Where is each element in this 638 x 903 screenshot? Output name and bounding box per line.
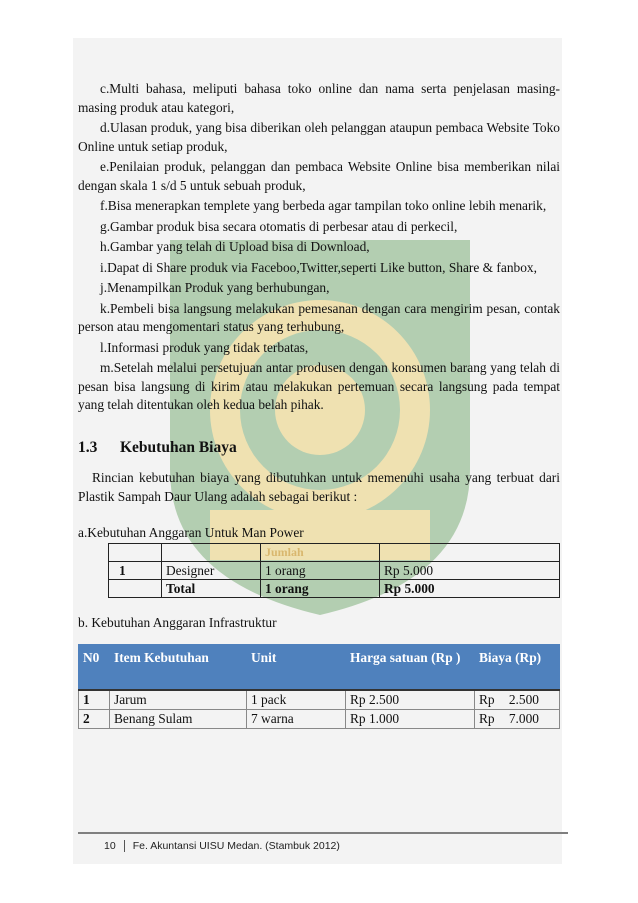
list-paragraph: d.Ulasan produk, yang bisa diberikan oleh pelanggan ataupun pembaca Website Toko Online untuk setiap produk, bbox=[78, 120, 560, 154]
infrastructure-table bbox=[78, 644, 560, 729]
row-role: Designer bbox=[162, 561, 261, 579]
row-number: 1 bbox=[79, 690, 110, 710]
list-paragraph: h.Gambar yang telah di Upload bisa di Download, bbox=[100, 239, 370, 254]
row-item: Jarum bbox=[110, 690, 247, 710]
total-cost: Rp 5.000 bbox=[380, 579, 560, 597]
document-body bbox=[78, 80, 560, 729]
ghost-header: Jumlah bbox=[261, 543, 380, 561]
row-number: 1 bbox=[109, 561, 162, 579]
list-paragraph: g.Gambar produk bisa secara otomatis di perbesar atau di perkecil, bbox=[100, 218, 458, 234]
table-row bbox=[109, 543, 560, 561]
list-paragraph: c.Multi bahasa, meliputi bahasa toko online dan nama serta penjelasan masing-masing produk atau kategori, bbox=[78, 81, 560, 115]
row-price: Rp 2.500 bbox=[346, 690, 475, 710]
list-paragraph: j.Menampilkan Produk yang berhubungan, bbox=[100, 280, 330, 295]
cost-value: 2.500 bbox=[508, 692, 539, 707]
cost-currency: Rp bbox=[479, 692, 495, 707]
header-cost: Biaya (Rp) bbox=[475, 645, 560, 691]
cost-value: 7.000 bbox=[508, 711, 539, 726]
table1-label: a.Kebutuhan Anggaran Untuk Man Power bbox=[78, 525, 304, 540]
page-footer bbox=[78, 832, 568, 852]
list-paragraph: k.Pembeli bisa langsung melakukan pemesanan dengan cara mengirim pesan, contak person atau mengomentari status yang terhubung, bbox=[78, 300, 560, 334]
header-unit: Unit bbox=[247, 645, 346, 691]
list-paragraph: i.Dapat di Share produk via Faceboo,Twitter,seperti Like button, Share & fanbox, bbox=[100, 259, 537, 275]
row-number: 2 bbox=[79, 710, 110, 729]
manpower-table bbox=[108, 543, 560, 598]
header-item: Item Kebutuhan bbox=[110, 645, 247, 691]
table-row bbox=[79, 690, 560, 710]
table-row bbox=[109, 561, 560, 579]
list-paragraph: l.Informasi produk yang tidak terbatas, bbox=[100, 339, 309, 355]
row-qty: 1 orang bbox=[261, 561, 380, 579]
row-cost: Rp 5.000 bbox=[380, 561, 560, 579]
list-paragraph: m.Setelah melalui persetujuan antar produsen dengan konsumen barang yang telah di pesan bisa langsung di kirim atau melakukan pertemuan secara langsung pada tempat yang telah ditentukan oleh kedua belah pihak. bbox=[78, 360, 560, 412]
row-cost bbox=[475, 690, 560, 710]
list-paragraph: f.Bisa menerapkan templete yang berbeda agar tampilan toko online lebih menarik, bbox=[100, 198, 547, 213]
table-header-row bbox=[79, 645, 560, 691]
section-heading bbox=[78, 439, 560, 458]
row-unit: 7 warna bbox=[247, 710, 346, 729]
footer-text: Fe. Akuntansi UISU Medan. (Stambuk 2012) bbox=[132, 840, 340, 852]
row-cost bbox=[475, 710, 560, 729]
table-row bbox=[79, 710, 560, 729]
table-row-total bbox=[109, 579, 560, 597]
page-number: 10 bbox=[104, 840, 125, 852]
section-title: Kebutuhan Biaya bbox=[120, 438, 237, 456]
total-qty: 1 orang bbox=[261, 579, 380, 597]
total-label: Total bbox=[162, 579, 261, 597]
header-price: Harga satuan (Rp ) bbox=[346, 645, 475, 691]
section-number: 1.3 bbox=[78, 438, 98, 456]
row-item: Benang Sulam bbox=[110, 710, 247, 729]
list-paragraph: e.Penilaian produk, pelanggan dan pembaca Website Online bisa memberikan nilai dengan skala 1 s/d 5 untuk sebuah produk, bbox=[78, 159, 560, 193]
row-price: Rp 1.000 bbox=[346, 710, 475, 729]
table2-label: b. Kebutuhan Anggaran Infrastruktur bbox=[78, 614, 277, 630]
header-no: N0 bbox=[79, 645, 110, 691]
section-intro: Rincian kebutuhan biaya yang dibutuhkan untuk memenuhi usaha yang terbuat dari Plastik Sampah Daur Ulang adalah sebagai berikut : bbox=[78, 470, 560, 504]
cost-currency: Rp bbox=[479, 711, 495, 726]
row-unit: 1 pack bbox=[247, 690, 346, 710]
